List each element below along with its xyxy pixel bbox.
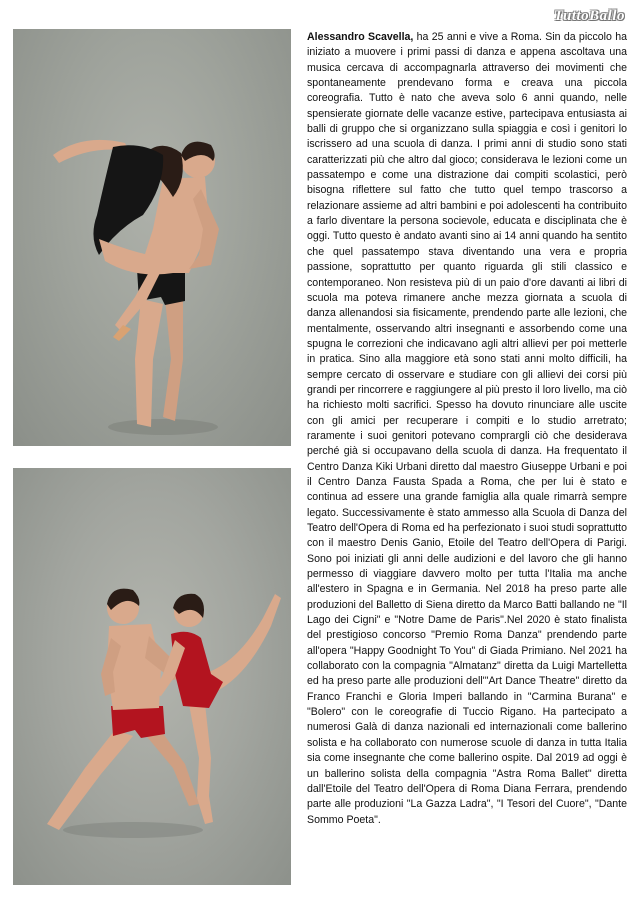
article-body bbox=[307, 30, 627, 828]
dancers-lift-icon bbox=[13, 29, 291, 446]
article-paragraph bbox=[307, 30, 627, 828]
tuttoballo-logo: TuttoBallo bbox=[553, 8, 625, 24]
dancer-name: Alessandro Scavella, bbox=[307, 31, 414, 43]
dancers-pas-de-deux-icon bbox=[13, 468, 291, 885]
article-text: ha 25 anni e vive a Roma. Sin da piccolo ha iniziato a muovere i primi passi di danza e appena ascoltava una musica cercava di accompagnarla attraverso dei movimenti che spontaneamente prendevano forma e creava una piccola coreografia. Tutto è nato che aveva solo 6 anni quando, nelle spensierate giornate delle vacanze estive, partecipava entusiasta ai balli di gruppo che si organizzano sulla spiaggia e così i genitori lo iscrissero ad una scuola di danza. I primi anni di studio sono stati caratterizzati più che altro dal gioco; considerava le lezioni come un passatempo e come una distrazione dai compiti scolastici, però bisogna riflettere sul fatto che tutto quel tempo trascorso a relazionare assieme ad altri bambini e poi adolescenti ha contribuito a farlo diventare la persona socievole, educata e disciplinata che è oggi. Tutto questo è andato avanti sino ai 14 anni quando ha sentito che quel passatempo stava diventando una vera e propria passione, soprattutto per quanto riguarda gli stili classico e contemporaneo. Non resisteva più di un paio d'ore davanti ai libri di scuola ma poteva rimanere anche mezza giornata a scuola di danza allenandosi sia fisicamente, prendendo parte alle lezioni, che mentalmente, osservando altri insegnanti e assorbendo come una spugna le correzioni che indicavano agli altri allievi per poi metterle in pratica. Sino alla maggiore età sono stati anni molto difficili, ha sempre cercato di osservare e studiare con gli allievi dei corsi più grandi per rincorrere e raggiungere al più presto il loro livello, ma ciò ha richiesto molti sacrifici. Spesso ha dovuto rinunciare alle uscite con gli amici per recuperare i compiti e lo studio arretrato; raramente i suoi genitori potevano comprargli ciò che desiderava perché già si occupavano della scuola di danza. Ha frequentato il Centro Danza Kiki Urbani diretto dal maestro Giuseppe Urbani e poi il Centro Danza Fausta Spada a Roma, che per lui è stato e continua ad essere una grande famiglia alla quale rimarrà sempre legato. Successivamente è stato ammesso alla Scuola di Danza del Teatro dell'Opera di Roma ed ha perfezionato i suoi studi soprattutto con il maestro Denis Ganio, Etoile del Teatro dell'Opera di Parigi. Sono poi iniziati gli anni delle audizioni e del lavoro che gli hanno permesso di viaggiare davvero molto per tutta l'Italia ma anche all'estero in Spagna e in Germania. Nel 2018 ha preso parte alle produzioni del Balletto di Siena diretto da Marco Batti ballando ne "Il Lago dei Cigni" e "Notre Dame de Paris".Nel 2020 è stato finalista del prestigioso concorso "Premio Roma Danza" prendendo parte all'opera "Happy Goodnight To You" di Giada Primiano. Nel 2021 ha collaborato con la compagnia "Almatanz" diretta da Luigi Martelletta ed ha preso parte alle produzioni dell'"Art Dance Theatre" diretto da Franco Franchi e Gloria Imperi ballando in "Carmina Burana" e "Bolero" con le coreografie di Tuccio Rigano. Ha partecipato a numerosi Galà di danza nazionali ed internazionali come ballerino solista e ha collaborato con numerose scuole di danza in tutta Italia sia come insegnante che come ballerino ospite. Dal 2019 ad oggi è un ballerino solista della compagnia "Astra Roma Ballet" diretta dall'Etoile del Teatro dell'Opera di Roma Diana Ferrara, prendendo parte alle produzioni "La Gazza Ladra", "I Tesori del Cuore", "Dante Sommo Poeta". bbox=[307, 31, 627, 826]
dancers-pas-de-deux-photo bbox=[13, 468, 291, 885]
dancers-lift-photo bbox=[13, 29, 291, 446]
